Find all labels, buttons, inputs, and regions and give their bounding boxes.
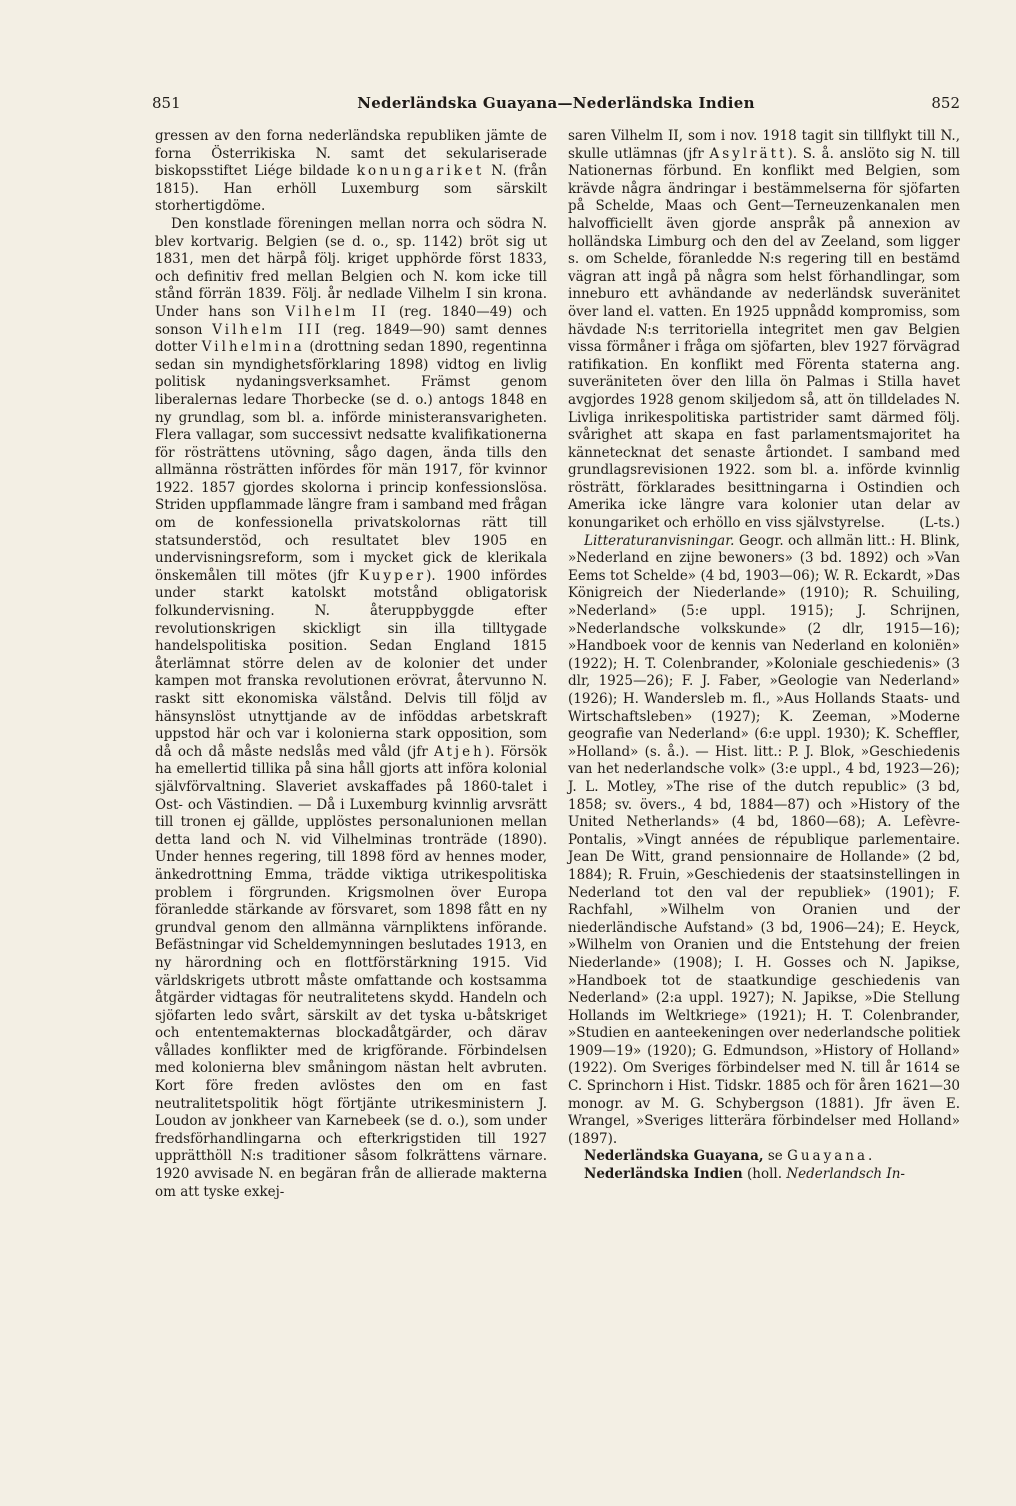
right-column xyxy=(568,128,960,1184)
section-heading: Litteraturanvisningar. xyxy=(584,532,735,549)
entry-guayana: Nederländska Guayana, se Guayana. xyxy=(584,1148,873,1165)
page-number-right: 852 xyxy=(931,94,960,112)
entry-headword: Nederländska Guayana, xyxy=(584,1148,764,1165)
cross-reference: Asylrätt xyxy=(709,145,788,162)
paragraph-history: Den konstlade föreningen mellan norra och södra N. blev kortvarig. Belgien (se d. o., sp. 1142) bröt sig ut 1831, men det härpå följ. kriget upphörde först 1833, och definitiv fred mellan Belgien och N. kom icke till stånd förrän 1839. Följ. år nedlade Vilhelm I sin krona. Under hans son Vilhelm II (reg. 1840—49) och sonson Vilhelm III (reg. 1849—90) samt dennes dotter Vilhelmina (drottning sedan 1890, regentinna sedan sin myndighetsförklaring 1898) vidtog en livlig politisk nydaningsverksamhet. Främst genom liberalernas ledare Thorbecke (se d. o.) antogs 1848 en ny grundlag, som bl. a. införde ministeransvarigheten. Flera vallagar, som successivt nedsatte kvalifikationerna för rösträttens utövning, sågo dagen, ända tills den allmänna rösträtten infördes för män 1917, för kvinnor 1922. 1857 gjordes skolorna i princip konfessionslösa. Striden uppflammade längre fram i samband med frågan om de konfessionella privatskolornas rätt till statsunderstöd, och resultatet blev 1905 en undervisningsreform, som i mycket gick de klerikala önskemålen till mötes (jfr Kuyper). 1900 infördes under starkt katolskt motstånd obligatorisk folkundervisning. N. återuppbyggde efter revolutionskrigen skickligt sin illa tilltygade handelspolitiska position. Sedan England 1815 återlämnat större delen av de kolonier det under kampen mot franska revolutionen erövrat, återvunno N. raskt sitt ekonomiska välstånd. Delvis till följd av hänsynslöst utnyttjande av de inföddas arbetskraft uppstod här och var i kolonierna stark opposition, som då och då måste nedslås med våld (jfr Atjeh). Försök ha emellertid tillika på sina håll gjorts att införa kolonial självförvaltning. Slaveriet avskaffades på 1860-talet i Ost- och Västindien. — Då i Luxemburg kvinnlig arvsrätt till tronen ej gällde, upplöstes personalunionen mellan detta land och N. vid Vilhelminas tronträde (1890). Under hennes regering, till 1898 förd av hennes moder, änkedrottning Emma, trädde viktiga utrikespolitiska problem i förgrunden. Krigsmolnen över Europa föranledde stärkande av försvaret, som 1898 fått en ny grundval genom den allmänna värnpliktens införande. Befästningar vid Scheldemynningen beslutades 1913, en ny härordning och en flottförstärkning 1915. Vid världskrigets utbrott måste omfattande och kostsamma åtgärder vidtagas för neutralitetens skydd. Handeln och sjöfarten ledo svårt, särskilt av det tyska u-båtskriget och ententemakternas blockadåtgärder, och därav vållades konflikter med de krigförande. Förbindelsen med kolonierna blev småningom nästan helt avbruten. Kort före freden avlöstes den om en fast neutralitetspolitik högt förtjänte utrikesministern J. Loudon av jonkheer van Karnebeek (se d. o.), som under fredsförhandlingarna och efterkrigstiden till 1927 upprätthöll N:s traditioner såsom folkrättens värnare. 1920 avvisade N. en begäran från de allierade makterna om att tyske exkej- xyxy=(155,215,548,1200)
spaced-term: konungariket xyxy=(356,163,485,180)
spaced-term: Vilhelmina xyxy=(201,339,305,356)
cross-reference: Guayana xyxy=(787,1148,869,1165)
page-header xyxy=(152,94,960,120)
entry-headword: Nederländska Indien xyxy=(584,1166,743,1183)
page-number-left: 851 xyxy=(152,94,181,112)
author-signature: (L-ts.) xyxy=(919,515,960,532)
spaced-term: Vilhelm II xyxy=(285,303,389,320)
running-title: Nederländska Guayana—Nederländska Indien xyxy=(357,94,755,112)
cross-reference: Atjeh xyxy=(433,743,485,760)
spaced-term: Vilhelm III xyxy=(212,321,323,338)
paragraph-literature: Litteraturanvisningar. Geogr. och allmän litt.: H. Blink, »Nederland en zijne bewoners» (3 bd. 1892) och »Van Eems tot Schelde» (4 bd, 1903—06); W. R. Eckardt, »Das Königreich der Niederlande» (1910); R. Schuiling, »Nederland» (5:e uppl. 1915); J. Schrijnen, »Nederlandsche volkskunde» (2 dlr, 1915—16); »Handboek voor de kennis van Nederland en koloniën» (1922); H. T. Colenbrander, »Koloniale geschiedenis» (3 dlr, 1925—26); F. J. Faber, »Geologie van Nederland» (1926); H. Wandersleb m. fl., »Aus Hollands Staats- und Wirtschaftsleben» (1927); K. Zeeman, »Moderne geografie van Nederland» (6:e uppl. 1930); K. Scheffler, »Holland» (s. å.). — Hist. litt.: P. J. Blok, »Geschiedenis van het nederlandsche volk» (3:e uppl., 4 bd, 1923—26); J. L. Motley, »The rise of the dutch republic» (3 bd, 1858; sv. övers., 4 bd, 1884—87) och »History of the United Netherlands» (4 bd, 1860—68); A. Lefèvre-Pontalis, »Vingt années de république parlementaire. Jean De Witt, grand pensionnaire de Hollande» (2 bd, 1884); R. Fruin, »Geschiedenis der staatsinstellingen in Nederland tot den val der republiek» (1901); F. Rachfahl, »Wilhelm von Oranien und der niederländische Aufstand» (3 bd, 1906—24); E. Heyck, »Wilhelm von Oranien und die Entstehung der freien Niederlande» (1908); I. H. Gosses och N. Japikse, »Handboek tot de staatkundige geschiedenis van Nederland» (2:a uppl. 1927); N. Japikse, »Die Stellung Hollands im Weltkriege» (1921); H. T. Colenbrander, »Studien en aanteekeningen over nederlandsche politiek 1909—19» (1920); G. Edmundson, »History of Holland» (1922). Om Sveriges förbindelser med N. till år 1614 se C. Sprinchorn i Hist. Tidskr. 1885 och för åren 1621—30 monogr. av M. G. Schybergson (1881). Jfr även E. Wrangel, »Sveriges litterära förbindelser med Holland» (1897). xyxy=(568,532,960,1147)
paragraph-continued: saren Vilhelm II, som i nov. 1918 tagit sin tillflykt till N., skulle utlämnas (jfr Asylrätt). S. å. anslöto sig N. till Nationernas förbund. En konflikt med Belgien, som krävde några ändringar i bestämmelserna för sjöfarten på Schelde, Maas och Gent—Terneuzenkanalen men halvofficiellt även gjorde anspråk på annexion av holländska Limburg och den del av Zeeland, som ligger s. om Schelde, föranledde N:s regering till en bestämd vägran att ingå på några som helst förhandlingar, som inneburo ett avhändande av nederländsk suveränitet över land el. vatten. En 1925 uppnådd kompromiss, som hävdade N:s territoriella integritet men gav Belgien vissa förmåner i fråga om sjöfarten, blev 1927 förvägrad ratifikation. En konflikt med Förenta staterna ang. suveräniteten över den lilla ön Palmas i Stilla havet avgjordes 1928 genom skiljedom så, att ön tilldelades N. Livliga inrikespolitiska partistrider samt därmed följ. svårighet att skapa en fast parlamentsmajoritet ha kännetecknat det senaste årtiondet. I samband med grundlagsrevisionen 1922. som bl. a. införde kvinnlig rösträtt, förklarades besittningarna i Ostindien och Amerika icke längre vara kolonier utan delar av konungariket och erhöllo en viss självstyrelse. (L-ts.) xyxy=(568,128,960,532)
paragraph-union: gressen av den forna nederländska republiken jämte de forna Österrikiska N. samt det sekulariserade biskopsstiftet Liége bildade konungariket N. (från 1815). Han erhöll Luxemburg som särskilt storhertigdöme. xyxy=(155,128,547,215)
cross-reference: Kuyper xyxy=(358,567,427,584)
left-column xyxy=(155,128,547,1201)
entry-indien: Nederländska Indien (holl. Nederlandsch In- xyxy=(584,1166,905,1183)
